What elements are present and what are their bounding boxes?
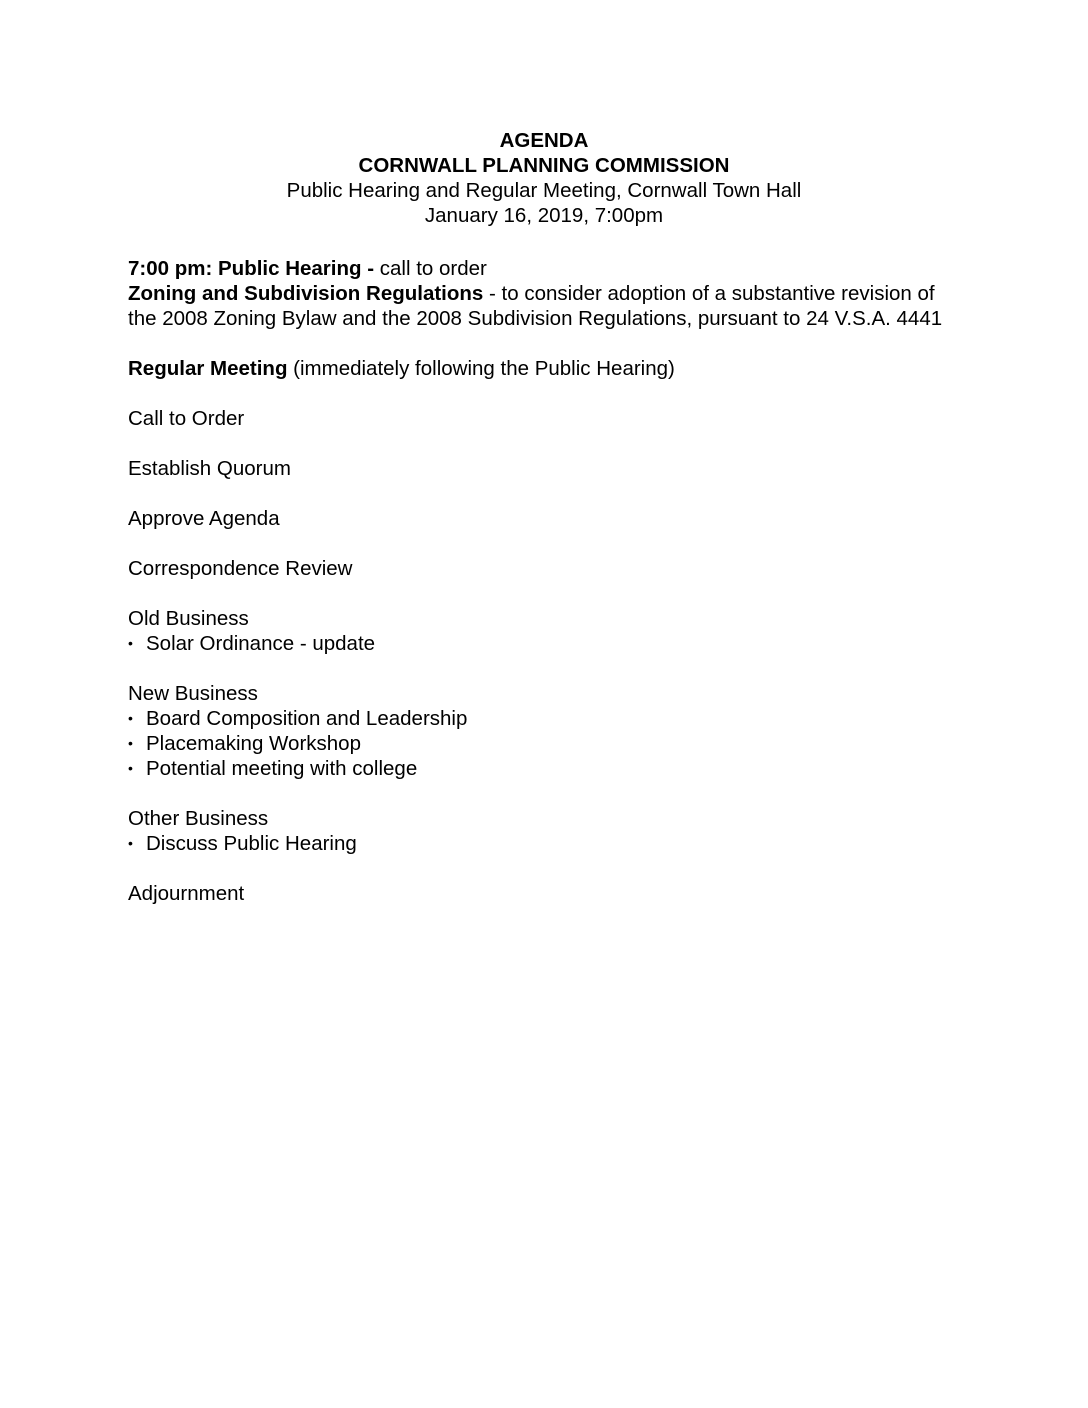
agenda-title: AGENDA — [499, 129, 589, 152]
hearing-time-line — [128, 256, 960, 281]
old-business-section — [128, 606, 960, 656]
bullet-icon: • — [128, 835, 133, 851]
new-business-list — [128, 706, 960, 781]
meeting-date: January 16, 2019, 7:00pm — [424, 204, 664, 227]
agenda-item-adjournment: Adjournment — [128, 882, 245, 905]
hearing-topic-label: Zoning and Subdivision Regulations — [128, 282, 484, 305]
other-business-section — [128, 806, 960, 856]
other-business-list — [128, 831, 960, 856]
new-business-title: New Business — [128, 682, 258, 705]
regular-meeting-label: Regular Meeting — [128, 357, 288, 380]
agenda-item-quorum: Establish Quorum — [128, 457, 291, 480]
list-item: • Potential meeting with college — [128, 757, 418, 780]
regular-meeting-text: (immediately following the Public Hearing) — [287, 357, 675, 380]
regular-meeting-heading — [128, 356, 960, 381]
bullet-icon: • — [128, 760, 133, 776]
bullet-icon: • — [128, 735, 133, 751]
old-business-list — [128, 631, 960, 656]
hearing-topic — [128, 281, 960, 331]
list-item: • Solar Ordinance - update — [128, 632, 376, 655]
public-hearing-section — [128, 256, 960, 331]
bullet-icon: • — [128, 635, 133, 651]
list-item: • Discuss Public Hearing — [128, 832, 357, 855]
meeting-subtitle: Public Hearing and Regular Meeting, Cornwall Town Hall — [286, 179, 802, 202]
new-business-section — [128, 681, 960, 781]
hearing-topic-text: - to consider adoption of a substantive revision of the 2008 Zoning Bylaw and the 2008 Subdivision Regulations, pursuant to 24 V.S.A. 4441 — [128, 282, 943, 330]
agenda-item-approve: Approve Agenda — [128, 507, 280, 530]
agenda-item-call-to-order: Call to Order — [128, 407, 245, 430]
hearing-time-text: call to order — [374, 257, 487, 280]
agenda-header — [128, 128, 960, 228]
organization-name: CORNWALL PLANNING COMMISSION — [358, 154, 730, 177]
hearing-time-label: 7:00 pm: Public Hearing - — [128, 257, 375, 280]
agenda-item-correspondence: Correspondence Review — [128, 557, 353, 580]
agenda-page — [128, 128, 960, 931]
other-business-title: Other Business — [128, 807, 269, 830]
bullet-icon: • — [128, 710, 133, 726]
old-business-title: Old Business — [128, 607, 249, 630]
list-item: • Placemaking Workshop — [128, 732, 361, 755]
list-item: • Board Composition and Leadership — [128, 707, 468, 730]
